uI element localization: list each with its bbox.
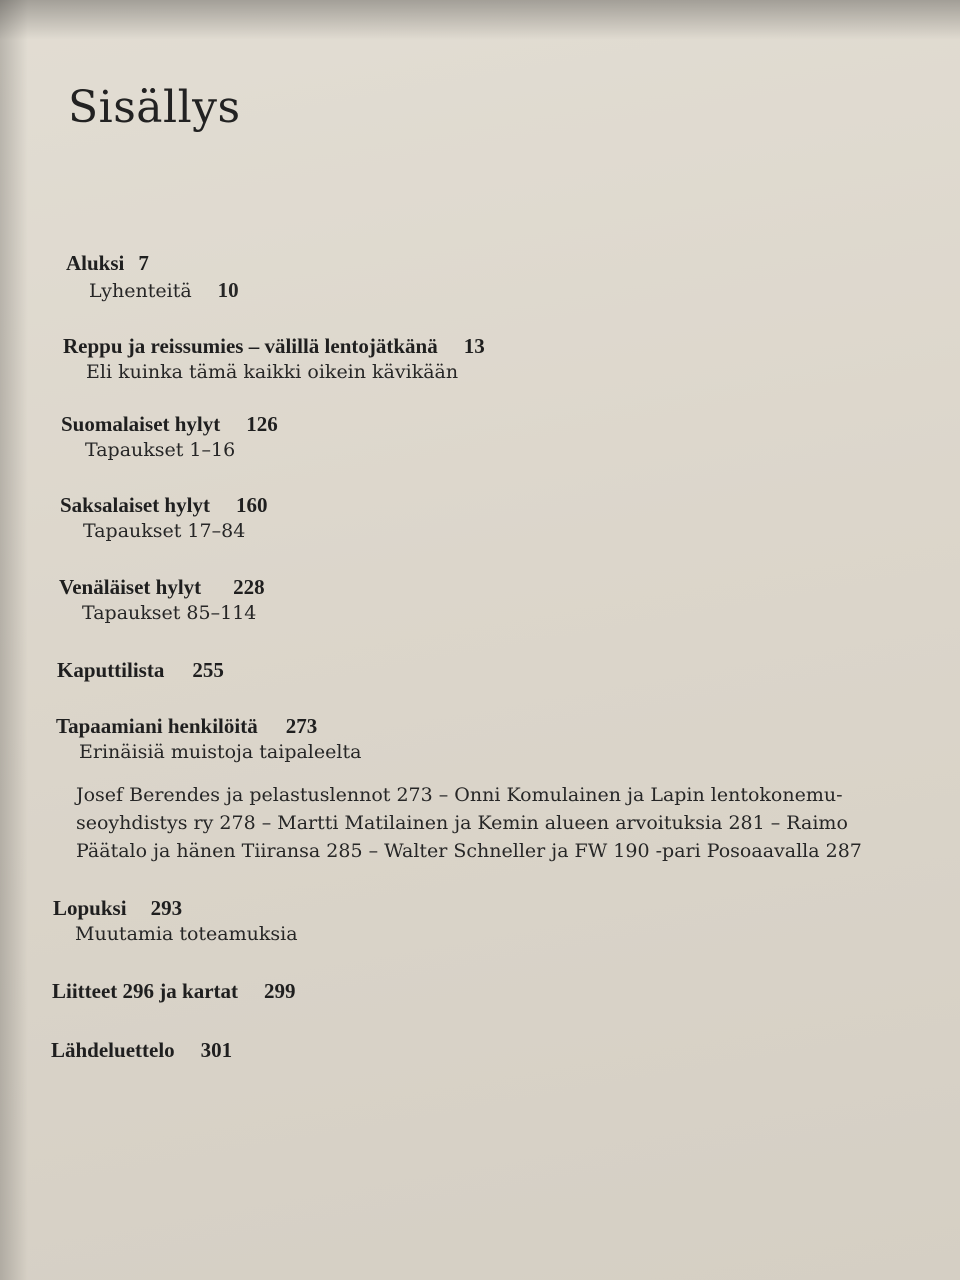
top-shadow — [0, 0, 960, 40]
toc-entry — [51, 1038, 232, 1063]
toc-entry — [60, 493, 267, 542]
toc-heading-text: Venäläiset hylyt — [59, 575, 202, 599]
toc-page-number: 301 — [200, 1038, 233, 1062]
toc-page-number: 273 — [285, 714, 318, 738]
gutter-shadow — [0, 0, 28, 1280]
toc-heading — [52, 979, 296, 1004]
toc-subtitle: Eli kuinka tämä kaikki oikein kävikään — [86, 361, 459, 383]
toc-heading — [63, 334, 485, 359]
toc-entry — [52, 979, 296, 1004]
toc-heading-text: Reppu ja reissumies – välillä lentojätkänä — [63, 334, 438, 358]
toc-subtitle-page: 10 — [217, 278, 239, 302]
toc-heading-text: Lopuksi — [53, 896, 127, 920]
toc-heading — [61, 412, 278, 437]
toc-page-number: 126 — [246, 412, 278, 436]
toc-heading — [53, 896, 298, 921]
toc-subtitle-text: Lyhenteitä — [89, 280, 192, 302]
toc-subtitle — [89, 278, 239, 303]
paragraph-line: seoyhdistys ry 278 – Martti Matilainen ja Kemin alueen arvoituksia 281 – Raimo — [76, 812, 848, 834]
toc-heading — [60, 493, 267, 518]
toc-heading — [66, 251, 239, 276]
toc-heading-text: Suomalaiset hylyt — [61, 412, 221, 436]
toc-page-number: 299 — [264, 979, 296, 1003]
toc-subtitle: Tapaukset 85–114 — [82, 602, 257, 624]
toc-entry — [56, 714, 361, 763]
toc-page-number: 160 — [235, 493, 268, 517]
paragraph-line: Josef Berendes ja pelastuslennot 273 – Onni Komulainen ja Lapin lentokonemu- — [76, 784, 843, 806]
toc-subtitle: Tapaukset 1–16 — [85, 439, 236, 461]
toc-page-number: 13 — [463, 334, 485, 358]
toc-page-number: 255 — [192, 658, 224, 682]
toc-entry — [61, 412, 278, 461]
toc-heading-text: Liitteet 296 ja kartat — [52, 979, 239, 1003]
page-title: Sisällys — [68, 82, 241, 133]
toc-subtitle: Erinäisiä muistoja taipaleelta — [79, 741, 362, 763]
people-paragraph — [76, 781, 956, 865]
toc-heading-text: Saksalaiset hylyt — [60, 493, 210, 517]
toc-entry — [59, 575, 265, 624]
toc-heading — [51, 1038, 232, 1063]
toc-entry — [66, 251, 239, 303]
toc-heading-text: Kaputtilista — [57, 658, 165, 682]
toc-entry — [57, 658, 224, 683]
toc-heading — [59, 575, 265, 600]
toc-entry — [53, 896, 298, 945]
toc-page-number: 293 — [150, 896, 183, 920]
toc-heading-text: Tapaamiani henkilöitä — [56, 714, 258, 738]
toc-entry — [63, 334, 485, 383]
toc-heading — [57, 658, 224, 683]
toc-subtitle: Muutamia toteamuksia — [75, 923, 298, 945]
toc-page-number: 7 — [138, 251, 149, 275]
paragraph-line: Päätalo ja hänen Tiiransa 285 – Walter Schneller ja FW 190 -pari Posoaavalla 287 — [76, 840, 862, 862]
toc-heading-text: Aluksi — [66, 251, 125, 275]
toc-subtitle: Tapaukset 17–84 — [83, 520, 246, 542]
toc-heading-text: Lähdeluettelo — [51, 1038, 175, 1062]
toc-page-number: 228 — [233, 575, 265, 599]
toc-heading — [56, 714, 361, 739]
